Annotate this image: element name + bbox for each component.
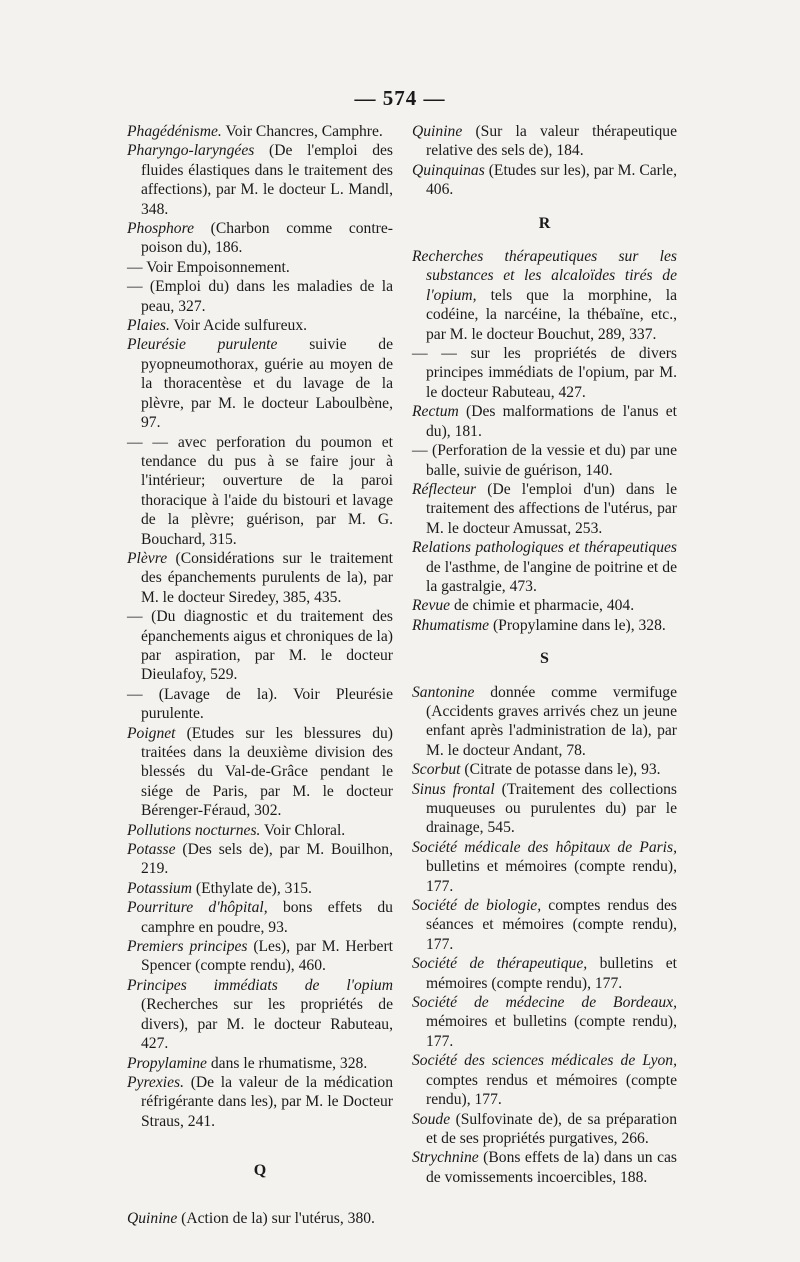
index-entry bbox=[127, 433, 393, 549]
entry-heading: Pourriture d'hôpital, bbox=[127, 899, 268, 917]
entry-text: bons effets du camphre en poudre, 93. bbox=[141, 899, 393, 936]
entry-heading: Principes immédiats de l'opium bbox=[127, 976, 393, 994]
entry-heading: Scorbut bbox=[412, 761, 461, 779]
index-entry bbox=[127, 685, 393, 724]
entry-heading: Plèvre bbox=[127, 549, 168, 567]
entry-heading: Quinine bbox=[412, 123, 463, 140]
index-entry bbox=[412, 993, 677, 1051]
index-entry bbox=[412, 616, 677, 635]
entry-text: de chimie et pharmacie, 404. bbox=[450, 597, 635, 615]
index-entry bbox=[412, 838, 677, 896]
entry-heading: Pharyngo-laryngées bbox=[127, 142, 255, 160]
r-entries bbox=[412, 247, 677, 635]
entry-text: dans le rhumatisme, 328. bbox=[206, 1054, 368, 1072]
index-entry bbox=[412, 402, 677, 441]
section-letter-q: Q bbox=[253, 1162, 267, 1180]
section-letter-r: R bbox=[538, 214, 551, 232]
index-entry bbox=[127, 1073, 393, 1131]
entry-text: — (Lavage de la). Voir Pleurésie purulente. bbox=[127, 685, 393, 723]
index-entry bbox=[127, 937, 393, 976]
entry-text: donnée comme vermifuge (Accidents graves arrivés chez un jeune enfant après l'administration de la), par M. le docteur Andant, 78. bbox=[426, 683, 677, 759]
index-entry bbox=[127, 840, 393, 879]
entry-heading: Société de médecine de Bordeaux, bbox=[412, 994, 677, 1012]
entry-text: mémoires et bulletins (compte rendu), 177. bbox=[426, 1013, 677, 1050]
entry-text: Voir Chloral. bbox=[260, 821, 346, 839]
index-entry bbox=[127, 277, 393, 316]
entry-text: comptes rendus et mémoires (compte rendu), 177. bbox=[426, 1071, 677, 1109]
entry-text: (Citrate de potasse dans le), 93. bbox=[460, 761, 661, 779]
entry-text: de l'asthme, de l'angine de poitrine et de la gastralgie, 473. bbox=[426, 558, 677, 595]
entry-heading: Strychnine bbox=[412, 1149, 479, 1167]
entry-text: (Les), par M. Herbert Spencer (compte rendu), 460. bbox=[141, 938, 393, 975]
index-entry bbox=[412, 161, 677, 200]
entry-text: — — avec perforation du poumon et tendance du pus à se faire jour à l'intérieur; ouverture de la paroi thoracique à l'aide du bistouri et lavage de la plèvre; guérison, par M. G. Bouchard, 315. bbox=[127, 433, 393, 548]
entry-heading: Revue bbox=[412, 597, 451, 615]
index-entry bbox=[412, 1110, 677, 1149]
entry-heading: Société médicale des hôpitaux de Paris, bbox=[412, 838, 677, 856]
index-entry bbox=[127, 1209, 393, 1228]
s-entries bbox=[412, 683, 677, 1188]
index-entry bbox=[412, 247, 677, 344]
entry-heading: Soude bbox=[412, 1110, 451, 1128]
entry-text: — (Du diagnostic et du traitement des épanchements aigus et chroniques de la) par aspiration, par M. le docteur Dieulafoy, 529. bbox=[127, 608, 393, 684]
entry-text: — (Emploi du) dans les maladies de la peau, 327. bbox=[127, 278, 393, 315]
entry-text: tels que la morphine, la codéine, la narcéine, la thébaïne, etc., par M. le docteur Bouchut, 289, 337. bbox=[426, 286, 677, 343]
entry-text: bulletins et mémoires (compte rendu), 177. bbox=[426, 858, 677, 895]
index-entry bbox=[412, 760, 677, 779]
index-entry bbox=[127, 898, 393, 937]
entry-heading: Pleurésie purulente bbox=[127, 336, 278, 354]
right-column bbox=[412, 122, 677, 1187]
index-entry bbox=[127, 879, 393, 898]
entry-heading: Société des sciences médicales de Lyon, bbox=[412, 1052, 677, 1070]
index-entry bbox=[412, 538, 677, 596]
entry-text: comptes rendus des séances et mémoires (compte rendu), 177. bbox=[426, 897, 677, 953]
entry-heading: Potassium bbox=[127, 879, 192, 897]
entry-text: (Sulfovinate de), de sa préparation et de ses propriétés purgatives, 266. bbox=[426, 1110, 677, 1147]
index-entry bbox=[127, 724, 393, 821]
entry-text: (Etudes sur les), par M. Carle, 406. bbox=[426, 161, 677, 199]
entry-heading: Rhumatisme bbox=[412, 616, 490, 634]
entry-text: Voir Acide sulfureux. bbox=[169, 317, 308, 335]
index-entry bbox=[127, 821, 393, 840]
entry-text: (De la valeur de la médication réfrigérante dans les), par M. le Docteur Straus, 241. bbox=[141, 1073, 393, 1130]
index-entry bbox=[412, 344, 677, 402]
index-entry bbox=[412, 1148, 677, 1187]
index-entry bbox=[412, 596, 677, 615]
entry-text: Voir Chancres, Camphre. bbox=[221, 123, 383, 140]
q-entries bbox=[127, 1209, 393, 1228]
entry-heading: Société de thérapeutique, bbox=[412, 955, 588, 973]
left-entries bbox=[127, 122, 393, 1131]
index-entry bbox=[412, 954, 677, 993]
entry-text: — (Perforation de la vessie et du) par une balle, suivie de guérison, 140. bbox=[412, 442, 677, 479]
entry-heading: Premiers principes bbox=[127, 938, 248, 956]
entry-heading: Propylamine bbox=[127, 1054, 207, 1072]
entry-text: (Considérations sur le traitement des épanchements purulents de la), par M. le docteur Siredey, 385, 435. bbox=[141, 549, 393, 606]
entry-text: (Bons effets de la) dans un cas de vomissements incoercibles, 188. bbox=[426, 1149, 677, 1186]
entry-heading: Société de biologie, bbox=[412, 897, 542, 915]
index-entry bbox=[412, 1051, 677, 1109]
index-entry bbox=[412, 683, 677, 761]
entry-heading: Quinine bbox=[127, 1209, 178, 1227]
page-number: — 574 — bbox=[354, 86, 446, 110]
index-entry bbox=[127, 335, 393, 432]
index-entry bbox=[127, 607, 393, 685]
entry-text: (Sur la valeur thérapeutique relative des sels de), 184. bbox=[426, 123, 677, 160]
entry-text: (Etudes sur les blessures du) traitées dans la deuxième division des blessés du Val-de-Grâce pendant le siége de Paris, par M. le docteur Bérenger-Féraud, 302. bbox=[141, 724, 393, 820]
entry-heading: Potasse bbox=[127, 841, 176, 859]
entry-text: (Charbon comme contre-poison du), 186. bbox=[141, 220, 393, 257]
entry-text: (De l'emploi des fluides élastiques dans le traitement des affections), par M. le docteur L. Mandl, 348. bbox=[141, 142, 393, 218]
index-entry bbox=[412, 780, 677, 838]
entry-heading: Rectum bbox=[412, 403, 459, 421]
entry-heading: Santonine bbox=[412, 683, 475, 701]
entry-text: — — sur les propriétés de divers principes immédiats de l'opium, par M. le docteur Rabuteau, 427. bbox=[412, 345, 677, 401]
entry-text: (Action de la) sur l'utérus, 380. bbox=[177, 1209, 375, 1227]
section-letter-s: S bbox=[540, 650, 549, 668]
index-entry bbox=[412, 896, 677, 954]
entry-text: (Des sels de), par M. Bouilhon, 219. bbox=[141, 841, 393, 878]
entry-text: (Ethylate de), 315. bbox=[191, 879, 312, 897]
entry-text: bulletins et mémoires (compte rendu), 177. bbox=[426, 955, 677, 992]
entry-heading: Phosphore bbox=[127, 220, 194, 238]
entry-text: (Propylamine dans le), 328. bbox=[489, 616, 666, 634]
entry-text: — Voir Empoisonnement. bbox=[127, 258, 290, 276]
entry-text: suivie de pyopneumothorax, guérie au moyen de la thoracentèse et du lavage de la plèvre, par M. le docteur Laboulbène, 97. bbox=[141, 336, 393, 432]
entry-heading: Plaies. bbox=[127, 317, 170, 335]
entry-heading: Poignet bbox=[127, 724, 176, 742]
entry-heading: Pyrexies. bbox=[127, 1073, 184, 1091]
entry-text: (Des malformations de l'anus et du), 181. bbox=[426, 403, 677, 440]
entry-text: (Recherches sur les propriétés de divers), par M. le docteur Rabuteau, 427. bbox=[141, 996, 393, 1053]
index-entry bbox=[127, 219, 393, 258]
index-entry bbox=[127, 976, 393, 1054]
left-column bbox=[127, 122, 393, 1228]
index-entry bbox=[127, 316, 393, 335]
entry-heading: Pollutions nocturnes. bbox=[127, 821, 261, 839]
index-entry bbox=[127, 549, 393, 607]
index-entry bbox=[412, 441, 677, 480]
entry-heading: Phagédénisme. bbox=[127, 123, 222, 140]
index-entry bbox=[127, 141, 393, 219]
entry-heading: Sinus frontal bbox=[412, 780, 495, 798]
index-entry bbox=[412, 480, 677, 538]
entry-heading: Relations pathologiques et thérapeutiques bbox=[412, 539, 677, 557]
index-entry bbox=[127, 1054, 393, 1073]
entry-heading: Quinquinas bbox=[412, 161, 485, 179]
index-entry bbox=[127, 122, 393, 141]
right-top-entries bbox=[412, 122, 677, 200]
entry-text: (Traitement des collections muqueuses ou purulentes du) par le drainage, 545. bbox=[426, 780, 677, 837]
entry-heading: Réflecteur bbox=[412, 480, 477, 498]
index-entry bbox=[127, 258, 393, 277]
entry-text: (De l'emploi d'un) dans le traitement des affections de l'utérus, par M. le docteur Amussat, 253. bbox=[426, 480, 677, 537]
entry-heading: Recherches thérapeutiques sur les substances et les alcaloïdes tirés de l'opium, bbox=[412, 248, 677, 304]
index-entry bbox=[412, 122, 677, 161]
